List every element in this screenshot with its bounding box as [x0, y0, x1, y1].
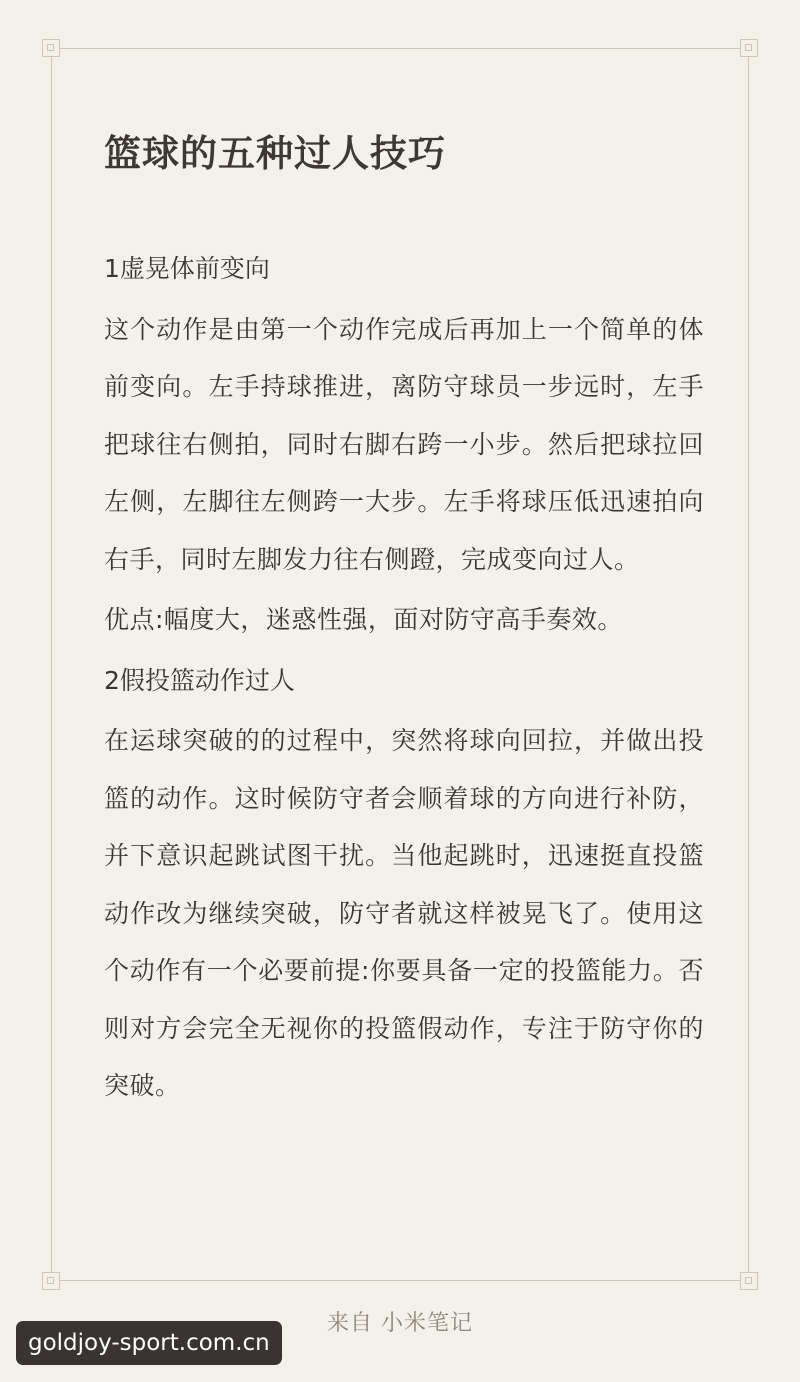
- note-source-label: 来自 小米笔记: [327, 1311, 473, 1336]
- note-content: [104, 128, 704, 1118]
- section-advantage: 优点:幅度大，迷惑性强，面对防守高手奏效。: [104, 605, 623, 634]
- frame-corner-ornament: [740, 39, 758, 57]
- frame-corner-ornament: [42, 39, 60, 57]
- site-watermark: goldjoy-sport.com.cn: [16, 1321, 282, 1365]
- section-heading: 1虚晃体前变向: [104, 254, 270, 283]
- section-heading: 2假投篮动作过人: [104, 665, 295, 695]
- section-body: 这个动作是由第一个动作完成后再加上一个简单的体前变向。左手持球推进，离防守球员一步远时，左手把球往右侧拍，同时右脚右跨一小步。然后把球拉回左侧，左脚往左侧跨一大步。左手将球压低迅速拍向右手，同时左脚发力往右侧蹬，完成变向过人。: [104, 314, 704, 574]
- section-body: 在运球突破的的过程中，突然将球向回拉，并做出投篮的动作。这时候防守者会顺着球的方向进行补防，并下意识起跳试图干扰。当他起跳时，迅速挺直投篮动作改为继续突破，防守者就这样被晃飞了。使用这个动作有一个必要前提:你要具备一定的投篮能力。否则对方会完全无视你的投篮假动作，专注于防守你的突破。: [104, 726, 704, 1100]
- note-title: 篮球的五种过人技巧: [104, 132, 446, 175]
- frame-corner-ornament: [740, 1272, 758, 1290]
- frame-corner-ornament: [42, 1272, 60, 1290]
